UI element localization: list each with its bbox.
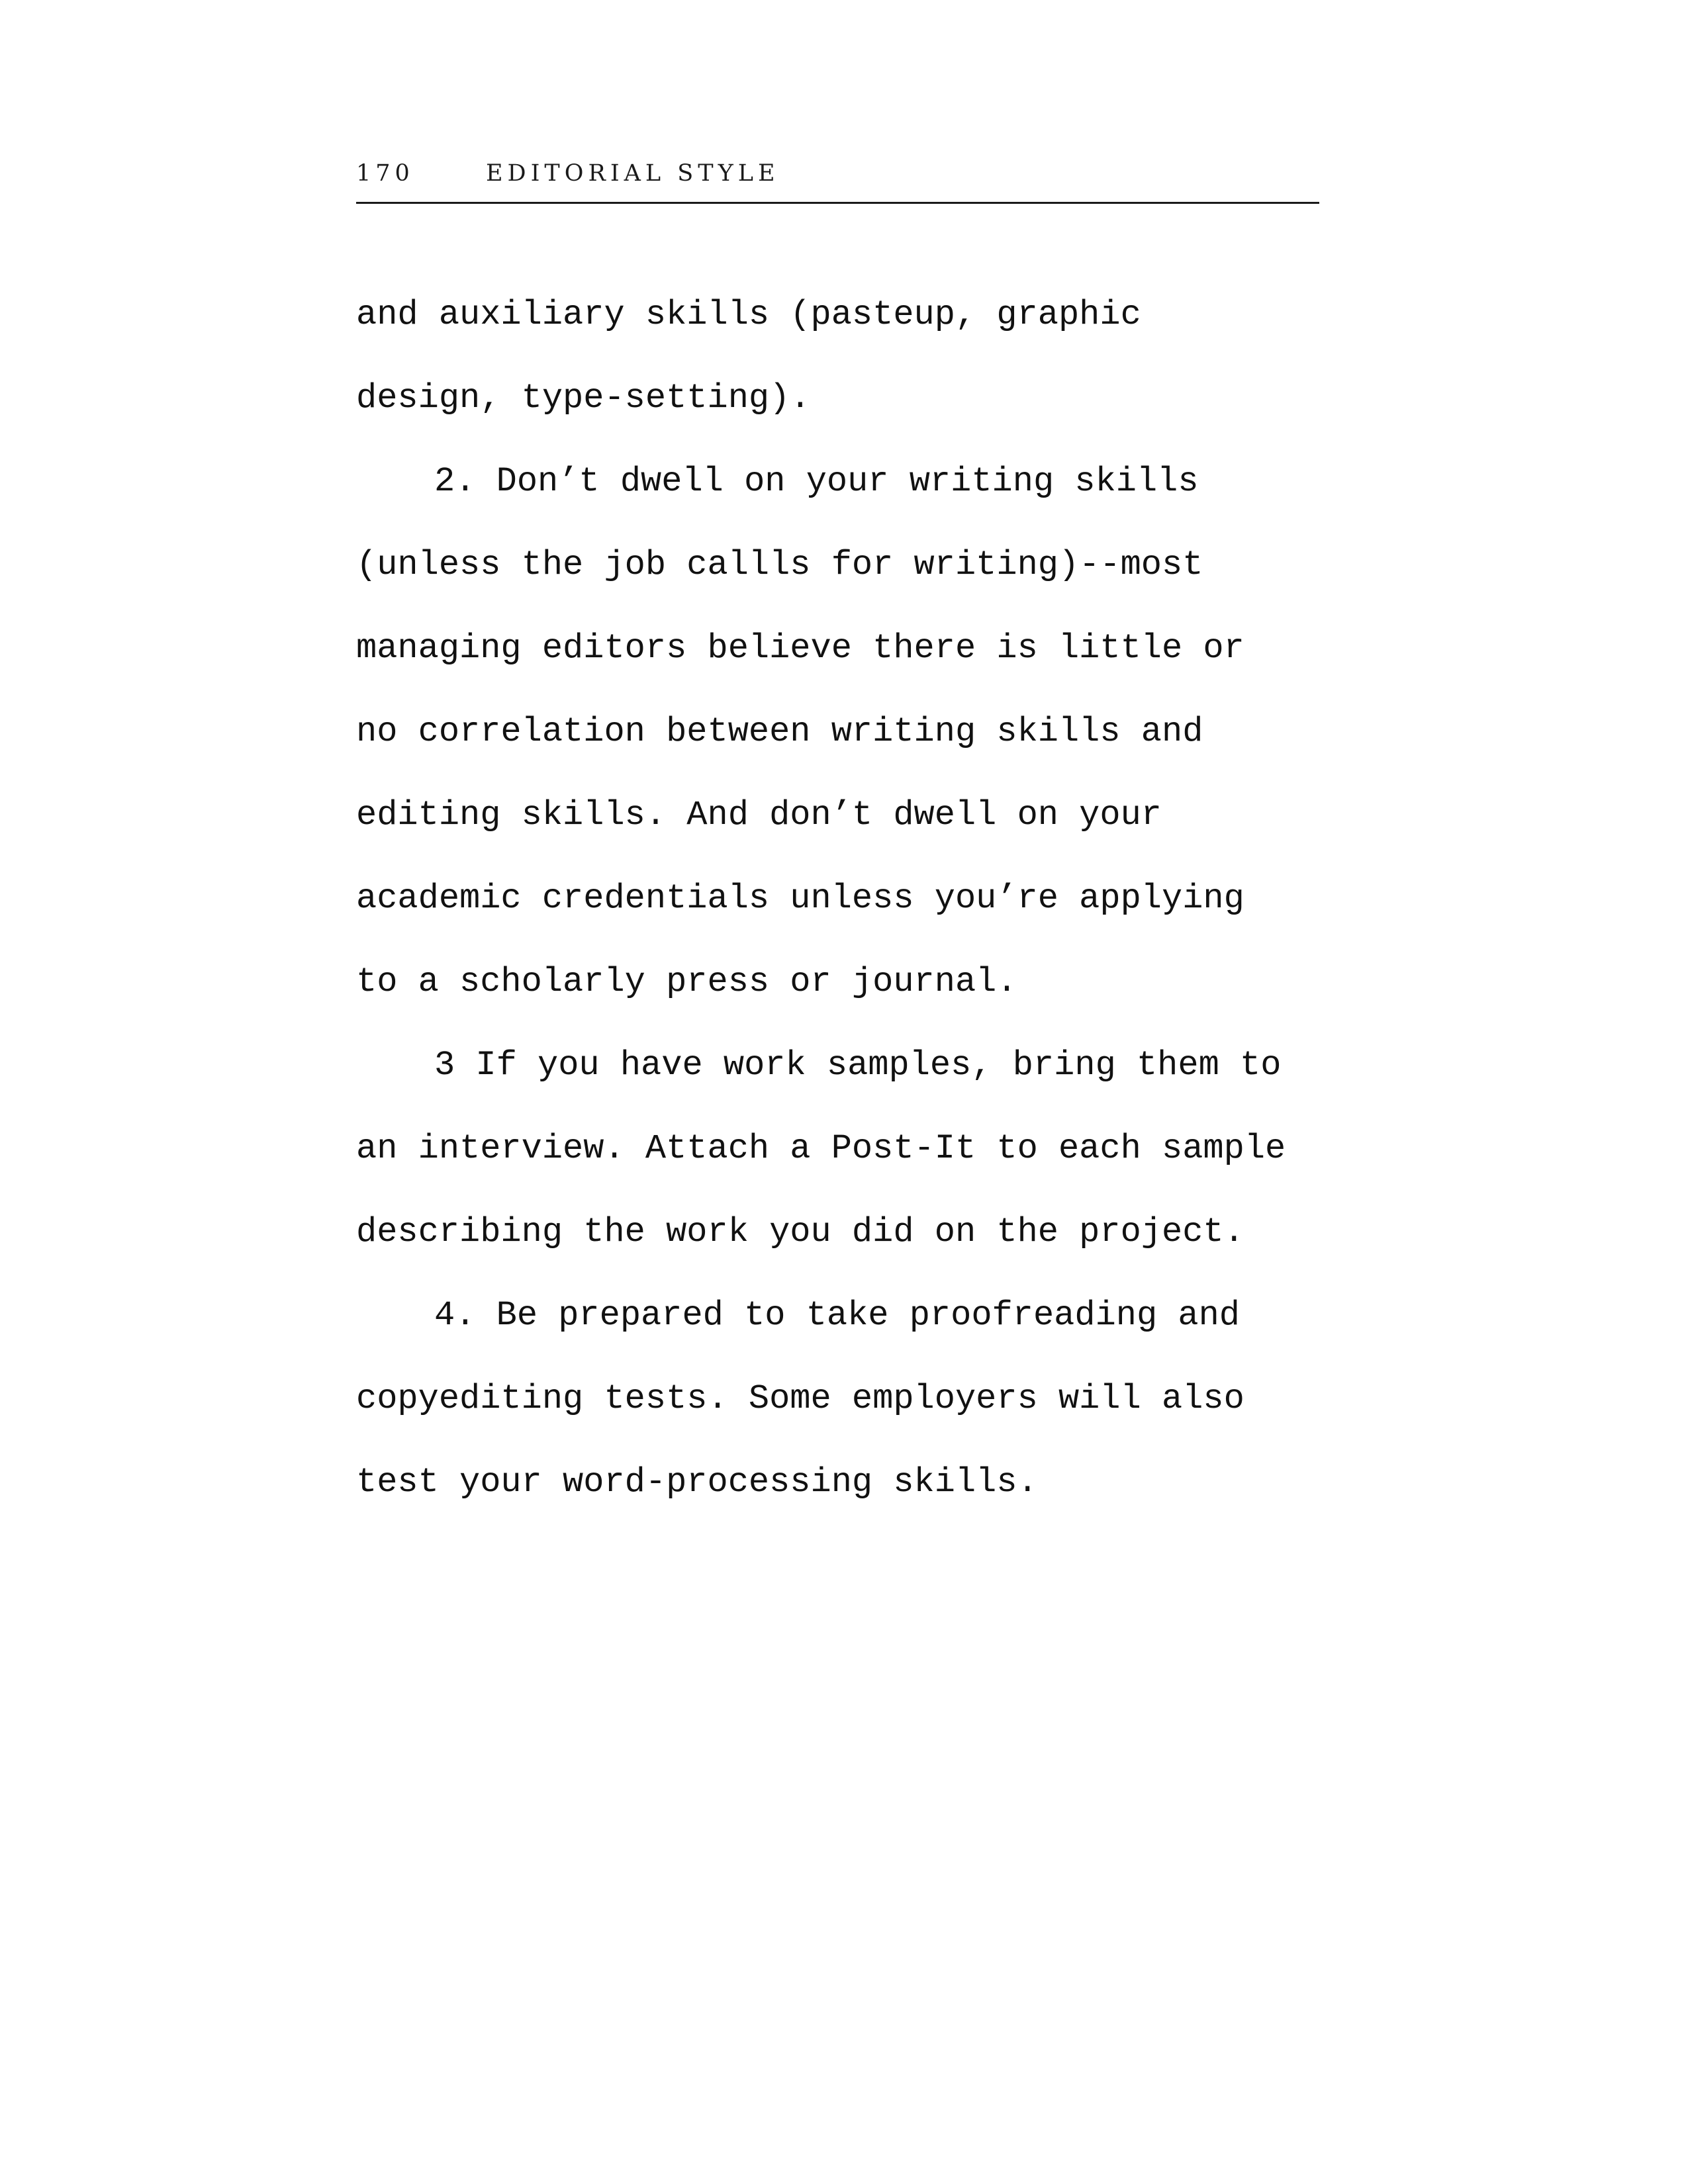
text-line: editing skills. And don’t dwell on your — [356, 796, 1162, 835]
paragraph-4-start: 4. Be prepared to take proofreading and — [434, 1296, 1240, 1335]
text-line: managing editors believe there is little or — [356, 629, 1244, 668]
text-line: and auxiliary skills (pasteup, graphic — [356, 295, 1141, 334]
text-line: copyediting tests. Some employers will also — [356, 1379, 1244, 1418]
running-title: EDITORIAL STYLE — [486, 160, 780, 187]
text-line: design, type-setting). — [356, 379, 811, 418]
text-line: no correlation between writing skills and — [356, 712, 1203, 751]
text-line: academic credentials unless you’re applying — [356, 879, 1244, 918]
paragraph-2-start: 2. Don’t dwell on your writing skills — [434, 462, 1199, 501]
body-text — [356, 273, 1323, 1524]
paragraph-3-start: 3 If you have work samples, bring them to — [434, 1046, 1282, 1085]
text-line: an interview. Attach a Post-It to each sample — [356, 1129, 1286, 1168]
page-number: 170 — [356, 160, 414, 187]
text-line: describing the work you did on the project. — [356, 1212, 1244, 1251]
text-line: to a scholarly press or journal. — [356, 962, 1017, 1001]
text-line: (unless the job callls for writing)--most — [356, 545, 1203, 584]
text-line: test your word-processing skills. — [356, 1463, 1038, 1502]
running-head — [356, 156, 1319, 204]
